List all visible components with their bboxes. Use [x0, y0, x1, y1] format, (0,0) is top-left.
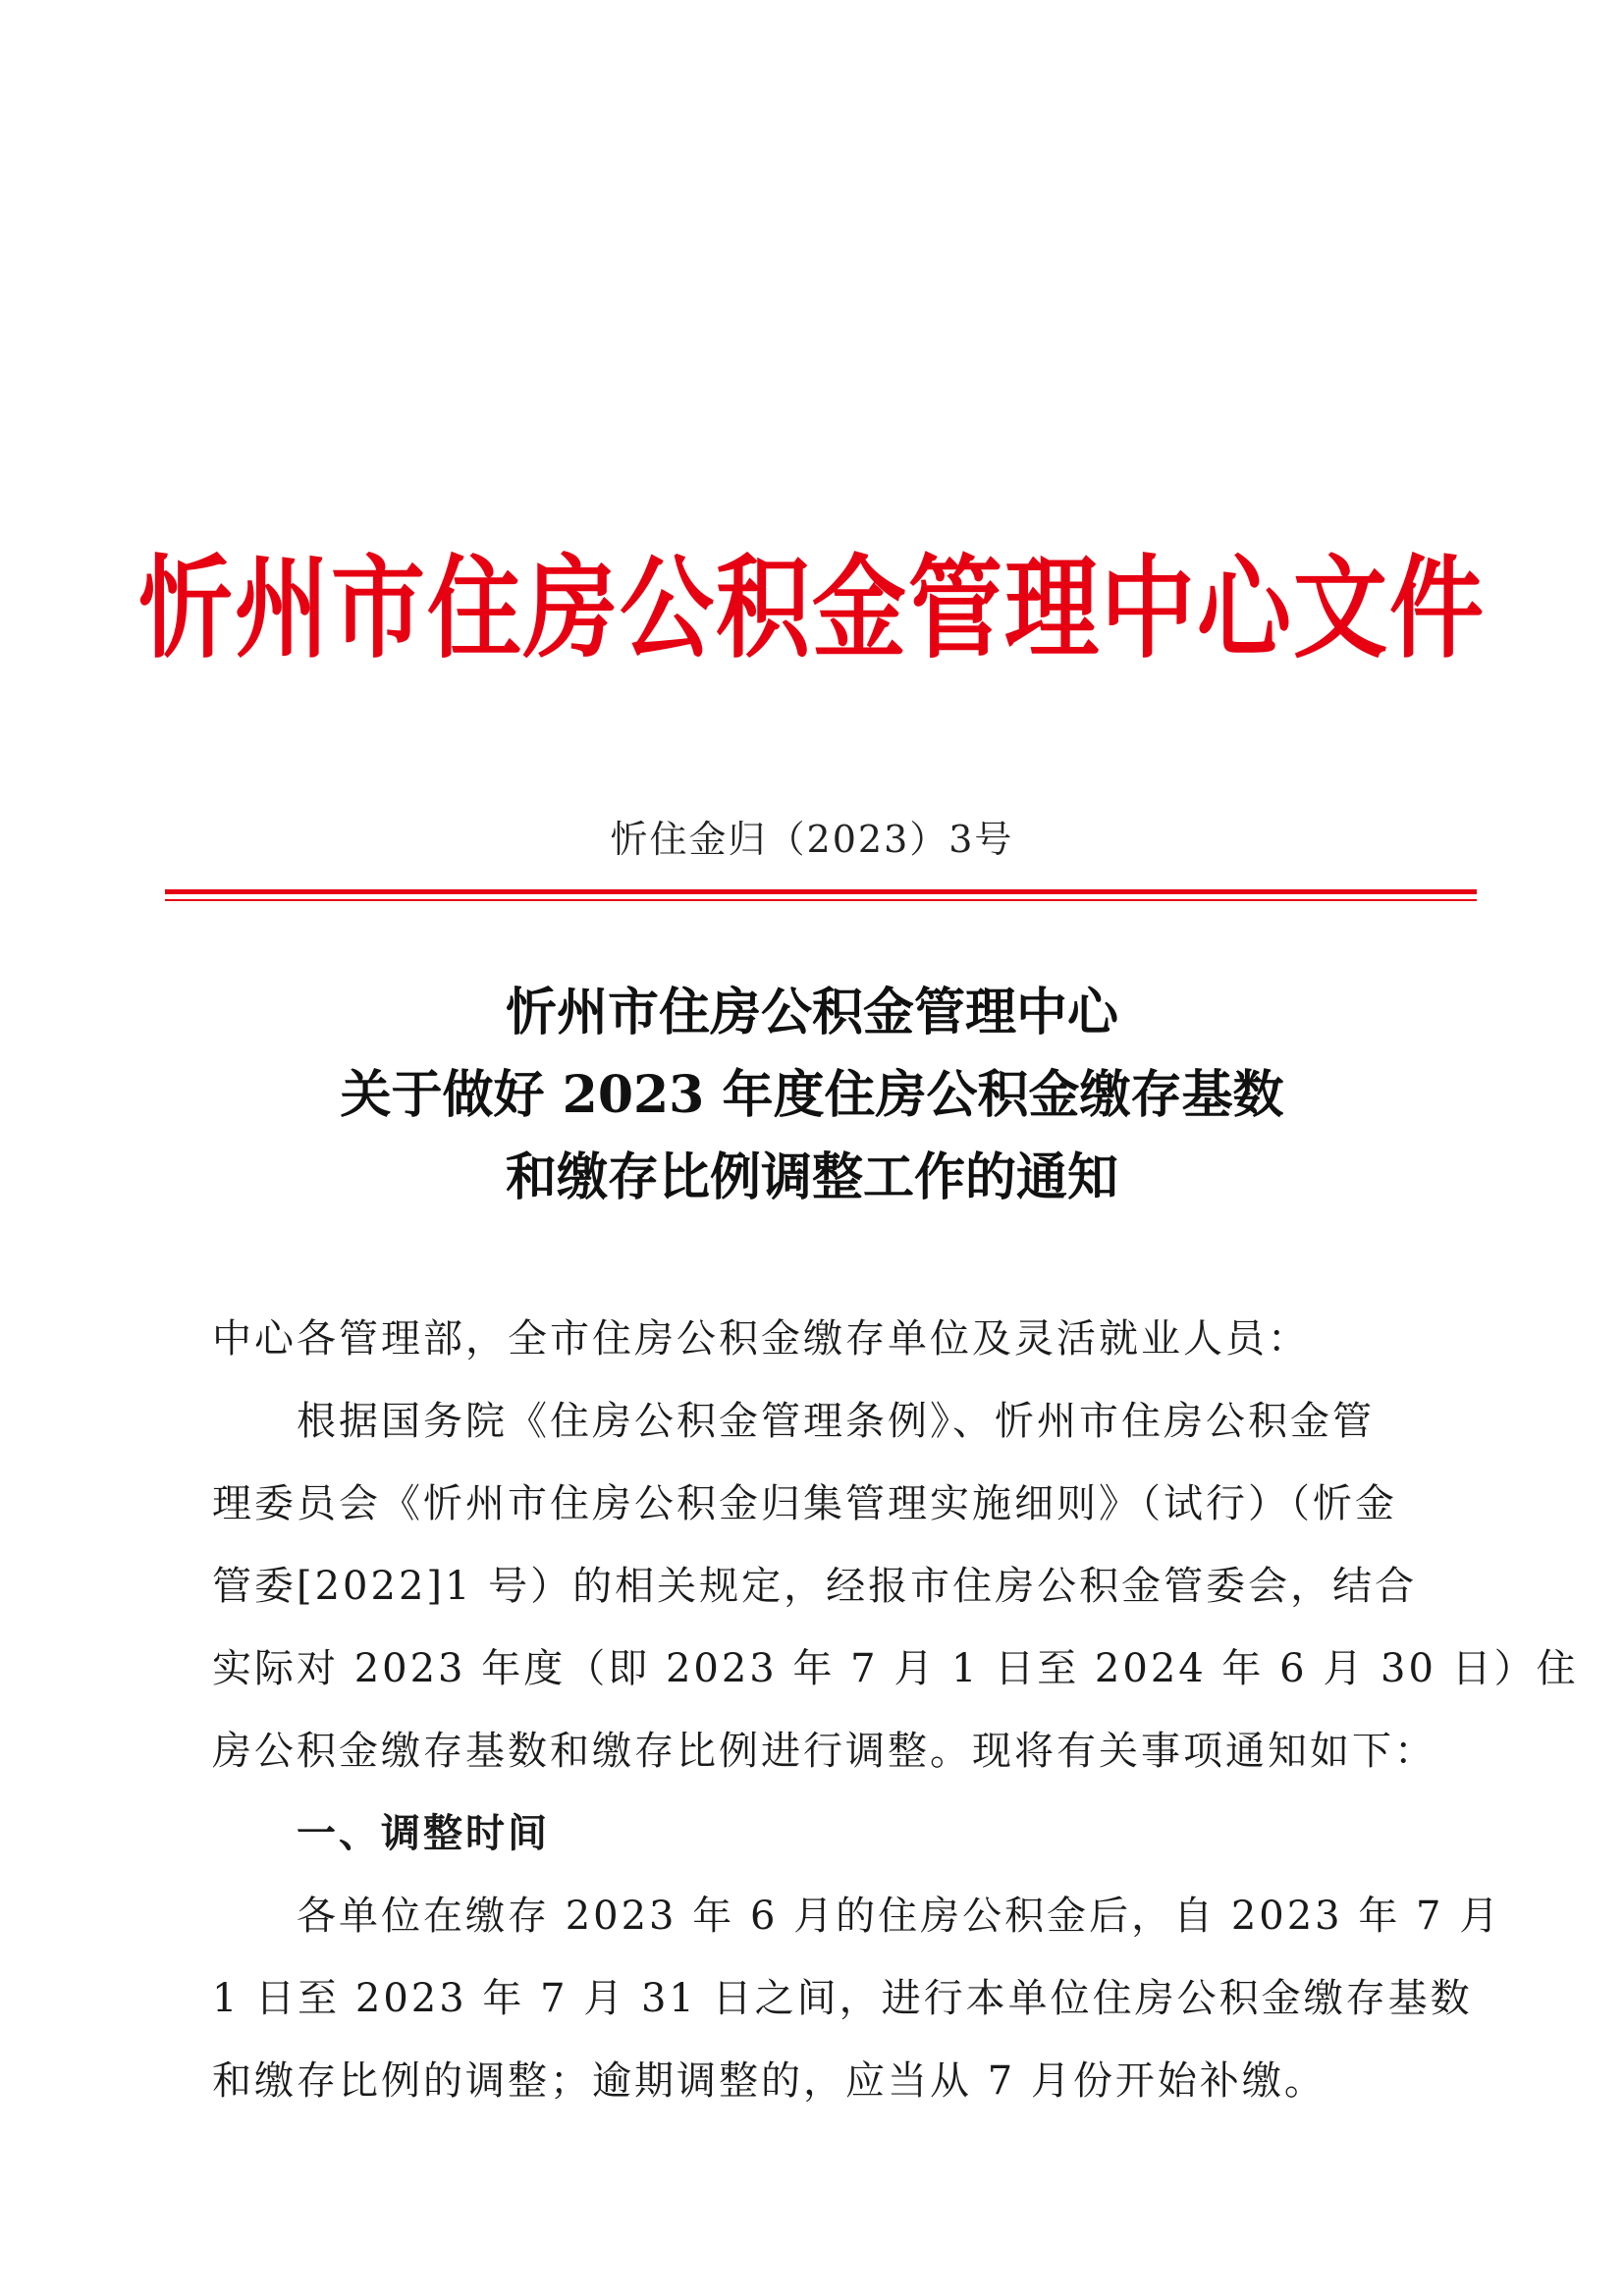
- title-line-2: 关于做好 2023 年度住房公积金缴存基数: [340, 1065, 1284, 1125]
- notice-title: [0, 972, 1624, 1219]
- title-line-3: 和缴存比例调整工作的通知: [505, 1148, 1118, 1207]
- para1-line-4: 实际对 2023 年度（即 2023 年 7 月 1 日至 2024 年 6 月 30 日）住: [212, 1646, 1579, 1691]
- red-divider-thick: [165, 889, 1477, 894]
- para2-line-1: 各单位在缴存 2023 年 6 月的住房公积金后，自 2023 年 7 月: [297, 1894, 1502, 1939]
- document-number: 忻住金归（2023）3号: [610, 818, 1014, 861]
- red-divider-thin: [165, 899, 1477, 901]
- para2-line-3: 和缴存比例的调整；逾期调整的，应当从 7 月份开始补缴。: [212, 2058, 1326, 2104]
- salutation: 中心各管理部，全市住房公积金缴存单位及灵活就业人员：: [212, 1316, 1310, 1362]
- para1-line-2: 理委员会《忻州市住房公积金归集管理实施细则》（试行）（忻金: [212, 1481, 1397, 1526]
- para2-line-2: 1 日至 2023 年 7 月 31 日之间，进行本单位住房公积金缴存基数: [212, 1976, 1473, 2021]
- section-heading-1: 一、调整时间: [297, 1811, 550, 1856]
- para1-line-5: 房公积金缴存基数和缴存比例进行调整。现将有关事项通知如下：: [212, 1729, 1436, 1774]
- title-line-1: 忻州市住房公积金管理中心: [505, 983, 1118, 1042]
- para1-line-1: 根据国务院《住房公积金管理条例》、忻州市住房公积金管: [297, 1399, 1375, 1444]
- notice-body: [212, 1298, 1579, 2122]
- letterhead-title: 忻州市住房公积金管理中心文件: [138, 543, 1486, 674]
- para1-line-3: 管委[2022]1 号）的相关规定，经报市住房公积金管委会，结合: [212, 1564, 1418, 1609]
